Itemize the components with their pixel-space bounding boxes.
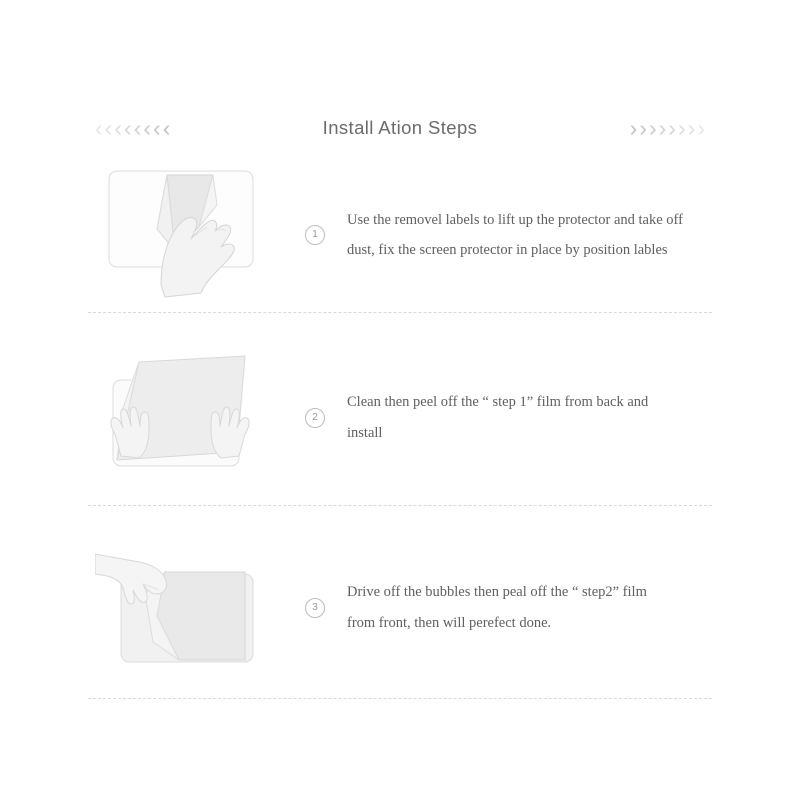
- step-2-text: [335, 387, 705, 448]
- step-number: 2: [305, 408, 325, 428]
- divider-1: [88, 312, 712, 313]
- chevron-right-icon: ›: [639, 114, 647, 141]
- step-1-text: [335, 205, 705, 266]
- step-1: [95, 165, 705, 305]
- step-3-number-badge: [295, 598, 335, 618]
- chevron-left-icon: ‹: [95, 114, 103, 141]
- chevron-left-icon: ‹: [143, 114, 152, 141]
- left-chevron-group: [95, 114, 171, 141]
- step-1-illustration: [95, 165, 295, 305]
- chevron-left-icon: ‹: [104, 114, 113, 141]
- step-3: [95, 535, 705, 680]
- chevron-right-icon: ›: [677, 114, 686, 141]
- step-1-number-badge: [295, 225, 335, 245]
- step-2: [95, 340, 705, 495]
- page-title: Install Ation Steps: [322, 117, 478, 138]
- divider-3: [88, 698, 712, 699]
- chevron-left-icon: ‹: [114, 114, 123, 141]
- step-3-text: [335, 577, 705, 638]
- step-2-line-2: install: [347, 424, 383, 441]
- header: [95, 100, 705, 156]
- right-chevron-group: [629, 114, 705, 141]
- step-3-line-2: from front, then will perefect done.: [347, 614, 552, 631]
- step-3-line-1: Drive off the bubbles then peal off the “ step2” film: [347, 584, 647, 601]
- step-2-line-1: Clean then peel off the “ step 1” film from back and: [347, 394, 649, 411]
- step-1-line-2: dust, fix the screen protector in place by position lables: [347, 242, 668, 258]
- chevron-left-icon: ‹: [153, 114, 161, 141]
- chevron-right-icon: ›: [697, 114, 705, 141]
- chevron-left-icon: ‹: [162, 114, 171, 141]
- divider-2: [88, 505, 712, 506]
- step-2-illustration: [95, 348, 295, 488]
- chevron-right-icon: ›: [687, 114, 696, 141]
- step-number: 3: [305, 598, 325, 618]
- step-3-illustration: [95, 538, 295, 678]
- chevron-right-icon: ›: [648, 114, 657, 141]
- chevron-right-icon: ›: [629, 114, 638, 141]
- chevron-right-icon: ›: [668, 114, 676, 141]
- step-2-number-badge: [295, 408, 335, 428]
- chevron-left-icon: ‹: [133, 114, 142, 141]
- step-1-line-1: Use the removel labels to lift up the protector and take off: [347, 211, 683, 228]
- chevron-right-icon: ›: [658, 114, 667, 141]
- chevron-left-icon: ‹: [124, 114, 132, 141]
- step-number: 1: [305, 225, 325, 245]
